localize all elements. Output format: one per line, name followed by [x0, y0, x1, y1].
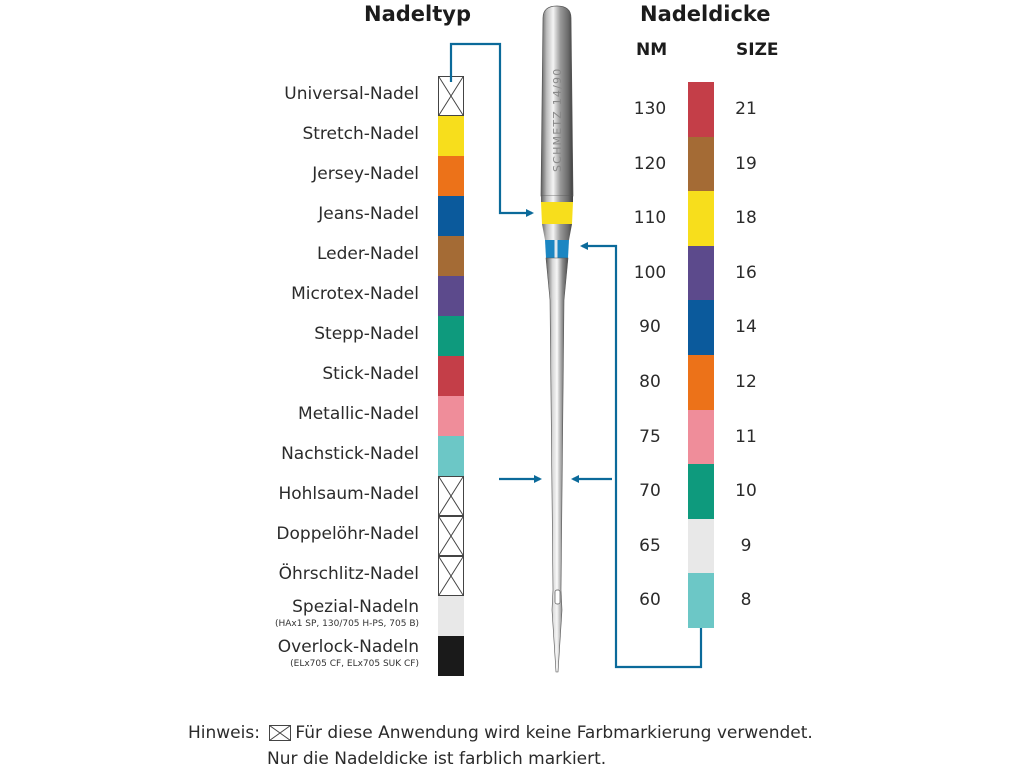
needle-type-label: Jersey-Nadel	[312, 164, 419, 184]
needle-type-label: Jeans-Nadel	[318, 204, 419, 224]
needle-type-label: Overlock-Nadeln	[277, 637, 419, 657]
footer-text-1: Für diese Anwendung wird keine Farbmarkierung verwendet.	[295, 723, 813, 743]
needle-eye	[555, 590, 560, 604]
size-value: 18	[735, 208, 757, 229]
type-connector-arrow	[451, 44, 532, 213]
needle-type-color-band	[541, 202, 573, 224]
size-value: 21	[735, 99, 757, 119]
nm-value: 90	[639, 317, 661, 338]
size-column-header: SIZE	[736, 40, 779, 60]
nm-value: 110	[633, 208, 667, 229]
needle-type-label: Stepp-Nadel	[314, 324, 419, 344]
nm-value: 80	[639, 372, 661, 392]
footer-text-2: Nur die Nadeldicke ist farblich markiert.	[267, 749, 607, 769]
needle-type-note: (ELx705 CF, ELx705 SUK CF)	[290, 659, 419, 669]
size-value: 9	[740, 535, 752, 556]
size-value: 19	[735, 153, 757, 174]
nm-column-header: NM	[636, 40, 668, 60]
nm-value: 100	[633, 262, 667, 283]
size-value: 12	[735, 372, 757, 392]
needle-type-label: Spezial-Nadeln	[292, 597, 419, 617]
needle-type-label: Hohlsaum-Nadel	[278, 484, 419, 504]
size-value: 8	[740, 590, 752, 611]
needle-type-heading: Nadeltyp	[364, 2, 471, 26]
needle-type-label: Leder-Nadel	[316, 244, 419, 264]
nm-value: 70	[639, 481, 661, 502]
needle-type-label: Microtex-Nadel	[291, 284, 419, 304]
needle-type-label: Öhrschlitz-Nadel	[278, 564, 419, 584]
nm-value: 130	[633, 99, 667, 119]
needle-type-label: Universal-Nadel	[284, 84, 419, 104]
size-connector-arrow	[582, 246, 701, 667]
nm-value: 120	[633, 153, 667, 174]
size-value: 11	[735, 426, 757, 447]
needle-type-label: Stretch-Nadel	[302, 124, 419, 144]
needle-engraving: SCHMETZ 14/90	[551, 67, 564, 172]
nm-value: 60	[639, 590, 661, 611]
footer-note-line1	[188, 723, 813, 743]
no-color-legend-icon	[269, 725, 291, 741]
needle-type-note: (HAx1 SP, 130/705 H-PS, 705 B)	[274, 619, 419, 629]
nm-value: 75	[639, 426, 661, 447]
needle-type-label: Nachstick-Nadel	[281, 444, 419, 464]
needle-type-label: Metallic-Nadel	[298, 404, 419, 424]
size-value: 10	[735, 481, 757, 502]
size-value: 14	[735, 317, 757, 338]
needle-size-heading: Nadeldicke	[640, 2, 771, 26]
size-value: 16	[735, 262, 757, 283]
needle-type-label: Doppelöhr-Nadel	[276, 524, 419, 544]
needle-type-label: Stick-Nadel	[322, 364, 419, 384]
footer-prefix: Hinweis:	[188, 723, 260, 743]
nm-value: 65	[639, 535, 661, 556]
